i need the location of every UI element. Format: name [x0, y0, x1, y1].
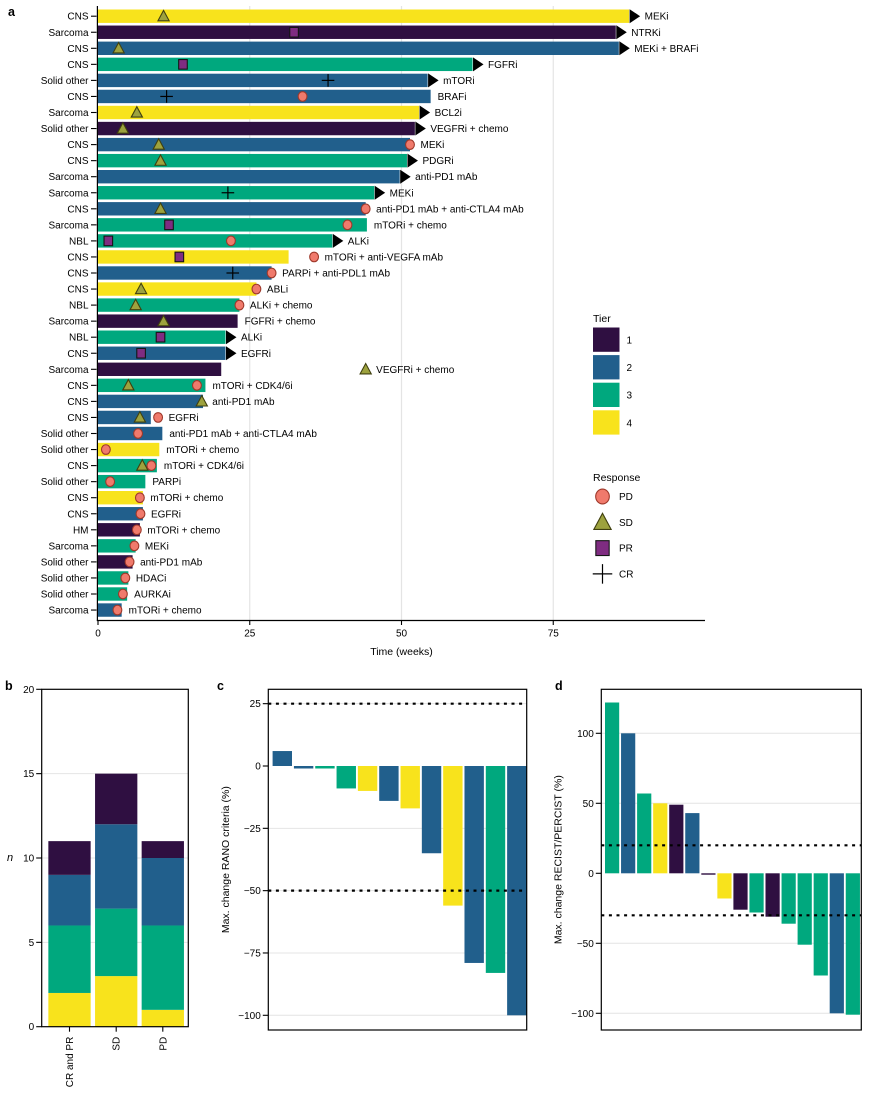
- pd-marker: [298, 92, 307, 102]
- treatment-label: mTORi + chemo: [150, 493, 224, 505]
- treatment-label: ALKi: [240, 332, 263, 344]
- row-group-label: CNS: [67, 59, 89, 71]
- pd-marker: [227, 236, 236, 246]
- waterfall-bar: [733, 873, 747, 909]
- swimmer-row: [67, 154, 453, 168]
- treatment-duration-bar: [98, 90, 431, 103]
- row-group-label: Solid other: [40, 445, 89, 457]
- ongoing-arrow-icon: [415, 122, 426, 136]
- treatment-label: mTORi + CDK4/6i: [163, 461, 245, 473]
- waterfall-bar: [846, 873, 860, 1014]
- swimmer-row: [41, 587, 171, 600]
- swimmer-row: [67, 90, 466, 103]
- tier-legend-swatch: [593, 410, 620, 434]
- pd-marker: [121, 573, 130, 583]
- response-legend-label: SD: [619, 517, 633, 529]
- swimmer-row: [67, 379, 292, 392]
- tier-legend-label: 3: [626, 390, 633, 402]
- treatment-duration-bar: [98, 138, 410, 151]
- pr-marker: [175, 252, 184, 262]
- y-axis-tick-label: 100: [577, 728, 594, 740]
- ongoing-arrow-icon: [428, 73, 439, 87]
- row-group-label: NBL: [69, 332, 89, 344]
- row-group-label: CNS: [67, 11, 89, 23]
- ongoing-arrow-icon: [400, 170, 411, 184]
- treatment-label: MEKi: [144, 541, 169, 553]
- waterfall-bar: [605, 703, 619, 874]
- category-label: PD: [158, 1036, 170, 1051]
- y-axis-title: Max. change RECIST/PERCIST (%): [552, 775, 565, 945]
- y-axis-tick-label: 10: [23, 853, 35, 865]
- row-group-label: CNS: [67, 140, 89, 152]
- treatment-duration-bar: [98, 395, 203, 408]
- stacked-bar-segment: [95, 774, 137, 825]
- treatment-duration-bar: [98, 427, 162, 440]
- treatment-duration-bar: [98, 42, 619, 55]
- treatment-label: MEKi + BRAFi: [634, 43, 699, 55]
- treatment-label: FGFRi + chemo: [244, 316, 316, 328]
- swimmer-row: [48, 218, 447, 231]
- ongoing-arrow-icon: [226, 330, 237, 344]
- swimmer-row: [67, 282, 288, 295]
- pd-marker: [147, 461, 156, 471]
- treatment-duration-bar: [98, 26, 616, 39]
- pd-marker: [343, 220, 352, 230]
- swimmer-row: [41, 122, 509, 136]
- row-group-label: Solid other: [40, 124, 89, 136]
- swimmer-row: [48, 539, 168, 552]
- pd-marker: [361, 204, 370, 214]
- swimmer-row: [41, 443, 240, 456]
- treatment-label: mTORi + anti-VEGFA mAb: [324, 252, 444, 264]
- y-axis-tick-label: −100: [238, 1010, 261, 1022]
- stacked-bar-segment: [48, 925, 90, 992]
- x-axis-tick-label: 0: [95, 628, 101, 640]
- treatment-label: AURKAi: [134, 589, 171, 601]
- pd-marker: [113, 605, 122, 615]
- waterfall-bar: [507, 766, 526, 1015]
- pd-marker: [406, 140, 415, 150]
- pd-marker: [132, 525, 141, 535]
- y-axis-tick-label: 0: [28, 1022, 35, 1034]
- tier-legend: [593, 313, 633, 435]
- treatment-duration-bar: [98, 250, 289, 263]
- row-group-label: CNS: [67, 461, 89, 473]
- row-group-label: Solid other: [40, 75, 89, 87]
- waterfall-bar: [358, 766, 377, 791]
- treatment-label: MEKi: [420, 140, 445, 152]
- stacked-bar-segment: [48, 993, 90, 1027]
- treatment-duration-bar: [98, 347, 225, 360]
- waterfall-bar: [814, 873, 828, 975]
- treatment-label: PDGRi: [422, 156, 454, 168]
- x-axis-title: Time (weeks): [370, 646, 433, 658]
- waterfall-bar: [443, 766, 462, 906]
- sd-marker: [360, 364, 371, 374]
- pd-marker: [135, 493, 144, 503]
- treatment-label: EGFRi: [240, 348, 271, 360]
- treatment-label: BRAFi: [437, 91, 467, 103]
- y-axis-title: n: [7, 852, 14, 864]
- swimmer-row: [48, 603, 202, 616]
- treatment-label: EGFRi: [150, 509, 181, 521]
- swimmer-row: [69, 234, 369, 248]
- row-group-label: CNS: [67, 204, 89, 216]
- treatment-label: anti-PD1 mAb: [415, 172, 478, 184]
- treatment-duration-bar: [98, 298, 239, 311]
- swimmer-row: [67, 491, 223, 504]
- row-group-label: CNS: [67, 268, 89, 280]
- waterfall-bar: [401, 766, 420, 808]
- row-group-label: CNS: [67, 43, 89, 55]
- stacked-bar-segment: [48, 841, 90, 875]
- swimmer-row: [41, 475, 181, 488]
- stacked-bar-segment: [95, 824, 137, 908]
- row-group-label: Sarcoma: [48, 605, 89, 617]
- swimmer-row: [67, 395, 275, 408]
- row-group-label: Solid other: [40, 557, 89, 569]
- treatment-label: mTORi + chemo: [128, 605, 202, 617]
- waterfall-bar: [621, 733, 635, 873]
- treatment-duration-bar: [98, 379, 205, 392]
- ongoing-arrow-icon: [630, 9, 641, 23]
- y-axis-tick-label: 50: [582, 798, 594, 810]
- row-group-label: Sarcoma: [48, 316, 89, 328]
- treatment-label: ALKi: [347, 236, 369, 248]
- ongoing-arrow-icon: [616, 25, 627, 39]
- ongoing-arrow-icon: [333, 234, 344, 248]
- row-group-label: Solid other: [40, 573, 89, 585]
- treatment-label: FGFRi: [488, 59, 518, 71]
- swimmer-row: [67, 9, 668, 23]
- y-axis-tick-label: 0: [588, 868, 594, 880]
- x-axis-tick-label: 75: [547, 628, 559, 640]
- treatment-label: anti-PD1 mAb + anti-CTLA4 mAb: [376, 204, 524, 216]
- waterfall-bar: [701, 873, 715, 874]
- row-group-label: CNS: [67, 252, 89, 264]
- ongoing-arrow-icon: [226, 346, 237, 360]
- treatment-label: HDACi: [135, 573, 167, 585]
- x-axis-tick-label: 25: [244, 628, 256, 640]
- panel-b-letter: b: [5, 679, 13, 693]
- response-legend-label: PD: [619, 492, 633, 503]
- treatment-duration-bar: [98, 58, 473, 71]
- waterfall-bar: [486, 766, 505, 973]
- treatment-label: BCL2i: [434, 108, 462, 119]
- treatment-label: mTORi + CDK4/6i: [212, 380, 293, 392]
- panel-d-waterfall-chart: [553, 689, 862, 1030]
- pr-legend-icon: [596, 541, 609, 556]
- pr-marker: [156, 332, 165, 342]
- swimmer-row: [69, 330, 262, 344]
- row-group-label: NBL: [69, 236, 89, 248]
- ongoing-arrow-icon: [420, 106, 431, 120]
- waterfall-bar: [798, 873, 812, 944]
- treatment-label: EGFRi: [168, 412, 199, 424]
- row-group-label: CNS: [67, 348, 89, 360]
- row-group-label: Solid other: [40, 429, 89, 440]
- pd-marker: [235, 300, 244, 310]
- panel-b-stacked-bar-chart: [7, 685, 188, 1087]
- response-legend: [593, 472, 641, 584]
- response-legend-title: Response: [593, 472, 641, 484]
- swimmer-row: [67, 250, 443, 263]
- treatment-duration-bar: [98, 202, 366, 215]
- waterfall-bar: [685, 813, 699, 873]
- treatment-label: ALKi + chemo: [249, 300, 313, 312]
- ongoing-arrow-icon: [619, 41, 630, 55]
- pr-marker: [104, 236, 113, 246]
- swimmer-row: [67, 41, 698, 55]
- waterfall-bar: [315, 766, 334, 768]
- treatment-label: mTORi + chemo: [166, 445, 240, 457]
- waterfall-bar: [379, 766, 398, 801]
- y-axis-tick-label: 0: [255, 761, 261, 773]
- panel-c-letter: c: [217, 679, 224, 693]
- y-axis-tick-label: −100: [571, 1008, 594, 1020]
- sd-legend-icon: [594, 513, 611, 529]
- waterfall-bar: [749, 873, 763, 912]
- pd-legend-icon: [596, 489, 610, 504]
- row-group-label: Sarcoma: [48, 108, 89, 119]
- cr-legend-icon: [593, 564, 613, 584]
- waterfall-bar: [422, 766, 441, 853]
- treatment-label: mTORi + chemo: [147, 525, 221, 537]
- row-group-label: CNS: [67, 509, 89, 521]
- y-axis-tick-label: 5: [28, 937, 35, 949]
- pd-marker: [154, 413, 163, 423]
- swimmer-row: [67, 138, 444, 151]
- category-label: SD: [111, 1036, 123, 1051]
- pr-marker: [179, 60, 188, 70]
- pd-marker: [310, 252, 319, 262]
- row-group-label: Sarcoma: [48, 188, 89, 200]
- y-axis-title: Max. change RANO criteria (%): [220, 786, 232, 934]
- panel-c-waterfall-chart: [220, 689, 527, 1030]
- waterfall-bar: [717, 873, 731, 898]
- x-axis-tick-label: 50: [395, 628, 408, 640]
- treatment-label: anti-PD1 mAb: [140, 557, 203, 569]
- treatment-label: mTORi: [443, 75, 475, 87]
- pd-marker: [118, 589, 127, 599]
- y-axis-tick-label: 15: [23, 769, 35, 781]
- response-legend-label: CR: [619, 569, 634, 581]
- row-group-label: CNS: [67, 412, 89, 424]
- treatment-duration-bar: [98, 74, 428, 87]
- row-group-label: CNS: [67, 156, 89, 168]
- treatment-label: MEKi: [389, 188, 414, 200]
- treatment-duration-bar: [98, 218, 367, 231]
- swimmer-row: [67, 266, 390, 279]
- pr-marker: [165, 220, 174, 230]
- waterfall-bar: [273, 751, 292, 766]
- waterfall-bar: [653, 803, 667, 873]
- waterfall-bar: [294, 766, 313, 768]
- pd-marker: [101, 445, 110, 455]
- treatment-duration-bar: [98, 186, 374, 199]
- swimmer-row: [41, 571, 167, 584]
- tier-legend-label: 4: [626, 418, 633, 430]
- stacked-bar-segment: [95, 909, 137, 976]
- tier-legend-swatch: [593, 355, 620, 379]
- treatment-label: PARPi: [152, 477, 182, 489]
- waterfall-bar: [637, 794, 651, 874]
- treatment-duration-bar: [98, 282, 256, 295]
- swimmer-row: [73, 523, 221, 536]
- swimmer-row: [48, 363, 454, 376]
- tier-legend-title: Tier: [593, 313, 611, 325]
- treatment-duration-bar: [98, 475, 145, 488]
- pd-marker: [134, 429, 143, 439]
- waterfall-bar: [669, 805, 683, 874]
- treatment-duration-bar: [98, 122, 415, 135]
- panel-a-letter: a: [8, 5, 15, 19]
- treatment-duration-bar: [98, 154, 407, 167]
- swimmer-row: [67, 459, 244, 472]
- treatment-label: VEGFRi + chemo: [376, 364, 455, 376]
- treatment-duration-bar: [98, 363, 221, 376]
- swimmer-row: [67, 507, 181, 520]
- row-group-label: Sarcoma: [48, 541, 89, 553]
- stacked-bar-segment: [142, 925, 184, 1009]
- pd-marker: [136, 509, 145, 519]
- row-group-label: Sarcoma: [48, 172, 89, 184]
- ongoing-arrow-icon: [375, 186, 386, 200]
- treatment-duration-bar: [98, 234, 332, 247]
- pd-marker: [193, 381, 202, 391]
- y-axis-tick-label: −50: [576, 938, 594, 950]
- tier-legend-label: 2: [626, 363, 633, 375]
- treatment-label: MEKi: [644, 11, 669, 23]
- response-legend-label: PR: [619, 543, 633, 555]
- row-group-label: CNS: [67, 91, 89, 103]
- waterfall-bar: [766, 873, 780, 916]
- treatment-label: mTORi + chemo: [373, 220, 447, 232]
- treatment-label: PARPi + anti-PDL1 mAb: [282, 268, 391, 280]
- swimmer-row: [67, 57, 517, 71]
- panel-d-letter: d: [555, 679, 563, 693]
- row-group-label: Solid other: [40, 477, 89, 489]
- treatment-label: ABLi: [266, 284, 289, 296]
- pd-marker: [106, 477, 115, 487]
- row-group-label: Sarcoma: [48, 364, 89, 376]
- row-group-label: CNS: [67, 396, 89, 408]
- swimmer-row: [48, 186, 413, 200]
- row-group-label: CNS: [67, 493, 89, 505]
- swimmer-row: [67, 411, 198, 424]
- swimmer-row: [41, 555, 203, 568]
- pd-marker: [125, 557, 134, 567]
- row-group-label: CNS: [67, 284, 89, 296]
- pd-marker: [130, 541, 139, 551]
- tier-legend-label: 1: [626, 335, 633, 347]
- swimmer-row: [67, 202, 524, 215]
- pr-marker: [290, 27, 299, 37]
- treatment-duration-bar: [98, 10, 629, 23]
- swimmer-row: [69, 298, 313, 311]
- treatment-label: anti-PD1 mAb + anti-CTLA4 mAb: [169, 429, 317, 440]
- row-group-label: Solid other: [40, 589, 89, 601]
- waterfall-bar: [337, 766, 356, 788]
- waterfall-bar: [464, 766, 483, 963]
- row-group-label: CNS: [67, 380, 89, 392]
- treatment-duration-bar: [98, 170, 400, 183]
- stacked-bar-segment: [142, 1010, 184, 1027]
- tier-legend-swatch: [593, 328, 620, 352]
- swimmer-row: [41, 73, 475, 87]
- y-axis-tick-label: 25: [249, 699, 261, 711]
- treatment-duration-bar: [98, 106, 419, 119]
- pr-marker: [137, 348, 146, 358]
- ongoing-arrow-icon: [407, 154, 418, 168]
- waterfall-bar: [830, 873, 844, 1013]
- y-axis-tick-label: −75: [243, 948, 261, 960]
- pd-marker: [252, 284, 261, 294]
- tier-legend-swatch: [593, 383, 620, 407]
- row-group-label: Sarcoma: [48, 27, 89, 39]
- category-label: CR and PR: [65, 1036, 76, 1088]
- treatment-label: VEGFRi + chemo: [430, 124, 509, 136]
- treatment-duration-bar: [98, 266, 272, 279]
- treatment-label: NTRKi: [631, 27, 661, 39]
- swimmer-row: [48, 170, 477, 184]
- y-axis-tick-label: −50: [243, 886, 261, 898]
- stacked-bar-segment: [95, 976, 137, 1027]
- swimmer-row: [41, 427, 318, 440]
- treatment-label: anti-PD1 mAb: [212, 396, 275, 408]
- stacked-bar-segment: [142, 858, 184, 925]
- row-group-label: HM: [72, 525, 89, 537]
- swimmer-row: [48, 314, 315, 327]
- ongoing-arrow-icon: [473, 57, 484, 71]
- pd-marker: [267, 268, 276, 278]
- y-axis-tick-label: −25: [243, 823, 261, 835]
- row-group-label: Sarcoma: [48, 220, 89, 232]
- swimmer-row: [48, 25, 660, 39]
- y-axis-tick-label: 20: [23, 684, 35, 696]
- stacked-bar-segment: [142, 841, 184, 858]
- swimmer-row: [48, 106, 461, 120]
- stacked-bar-segment: [48, 875, 90, 926]
- row-group-label: NBL: [69, 300, 89, 312]
